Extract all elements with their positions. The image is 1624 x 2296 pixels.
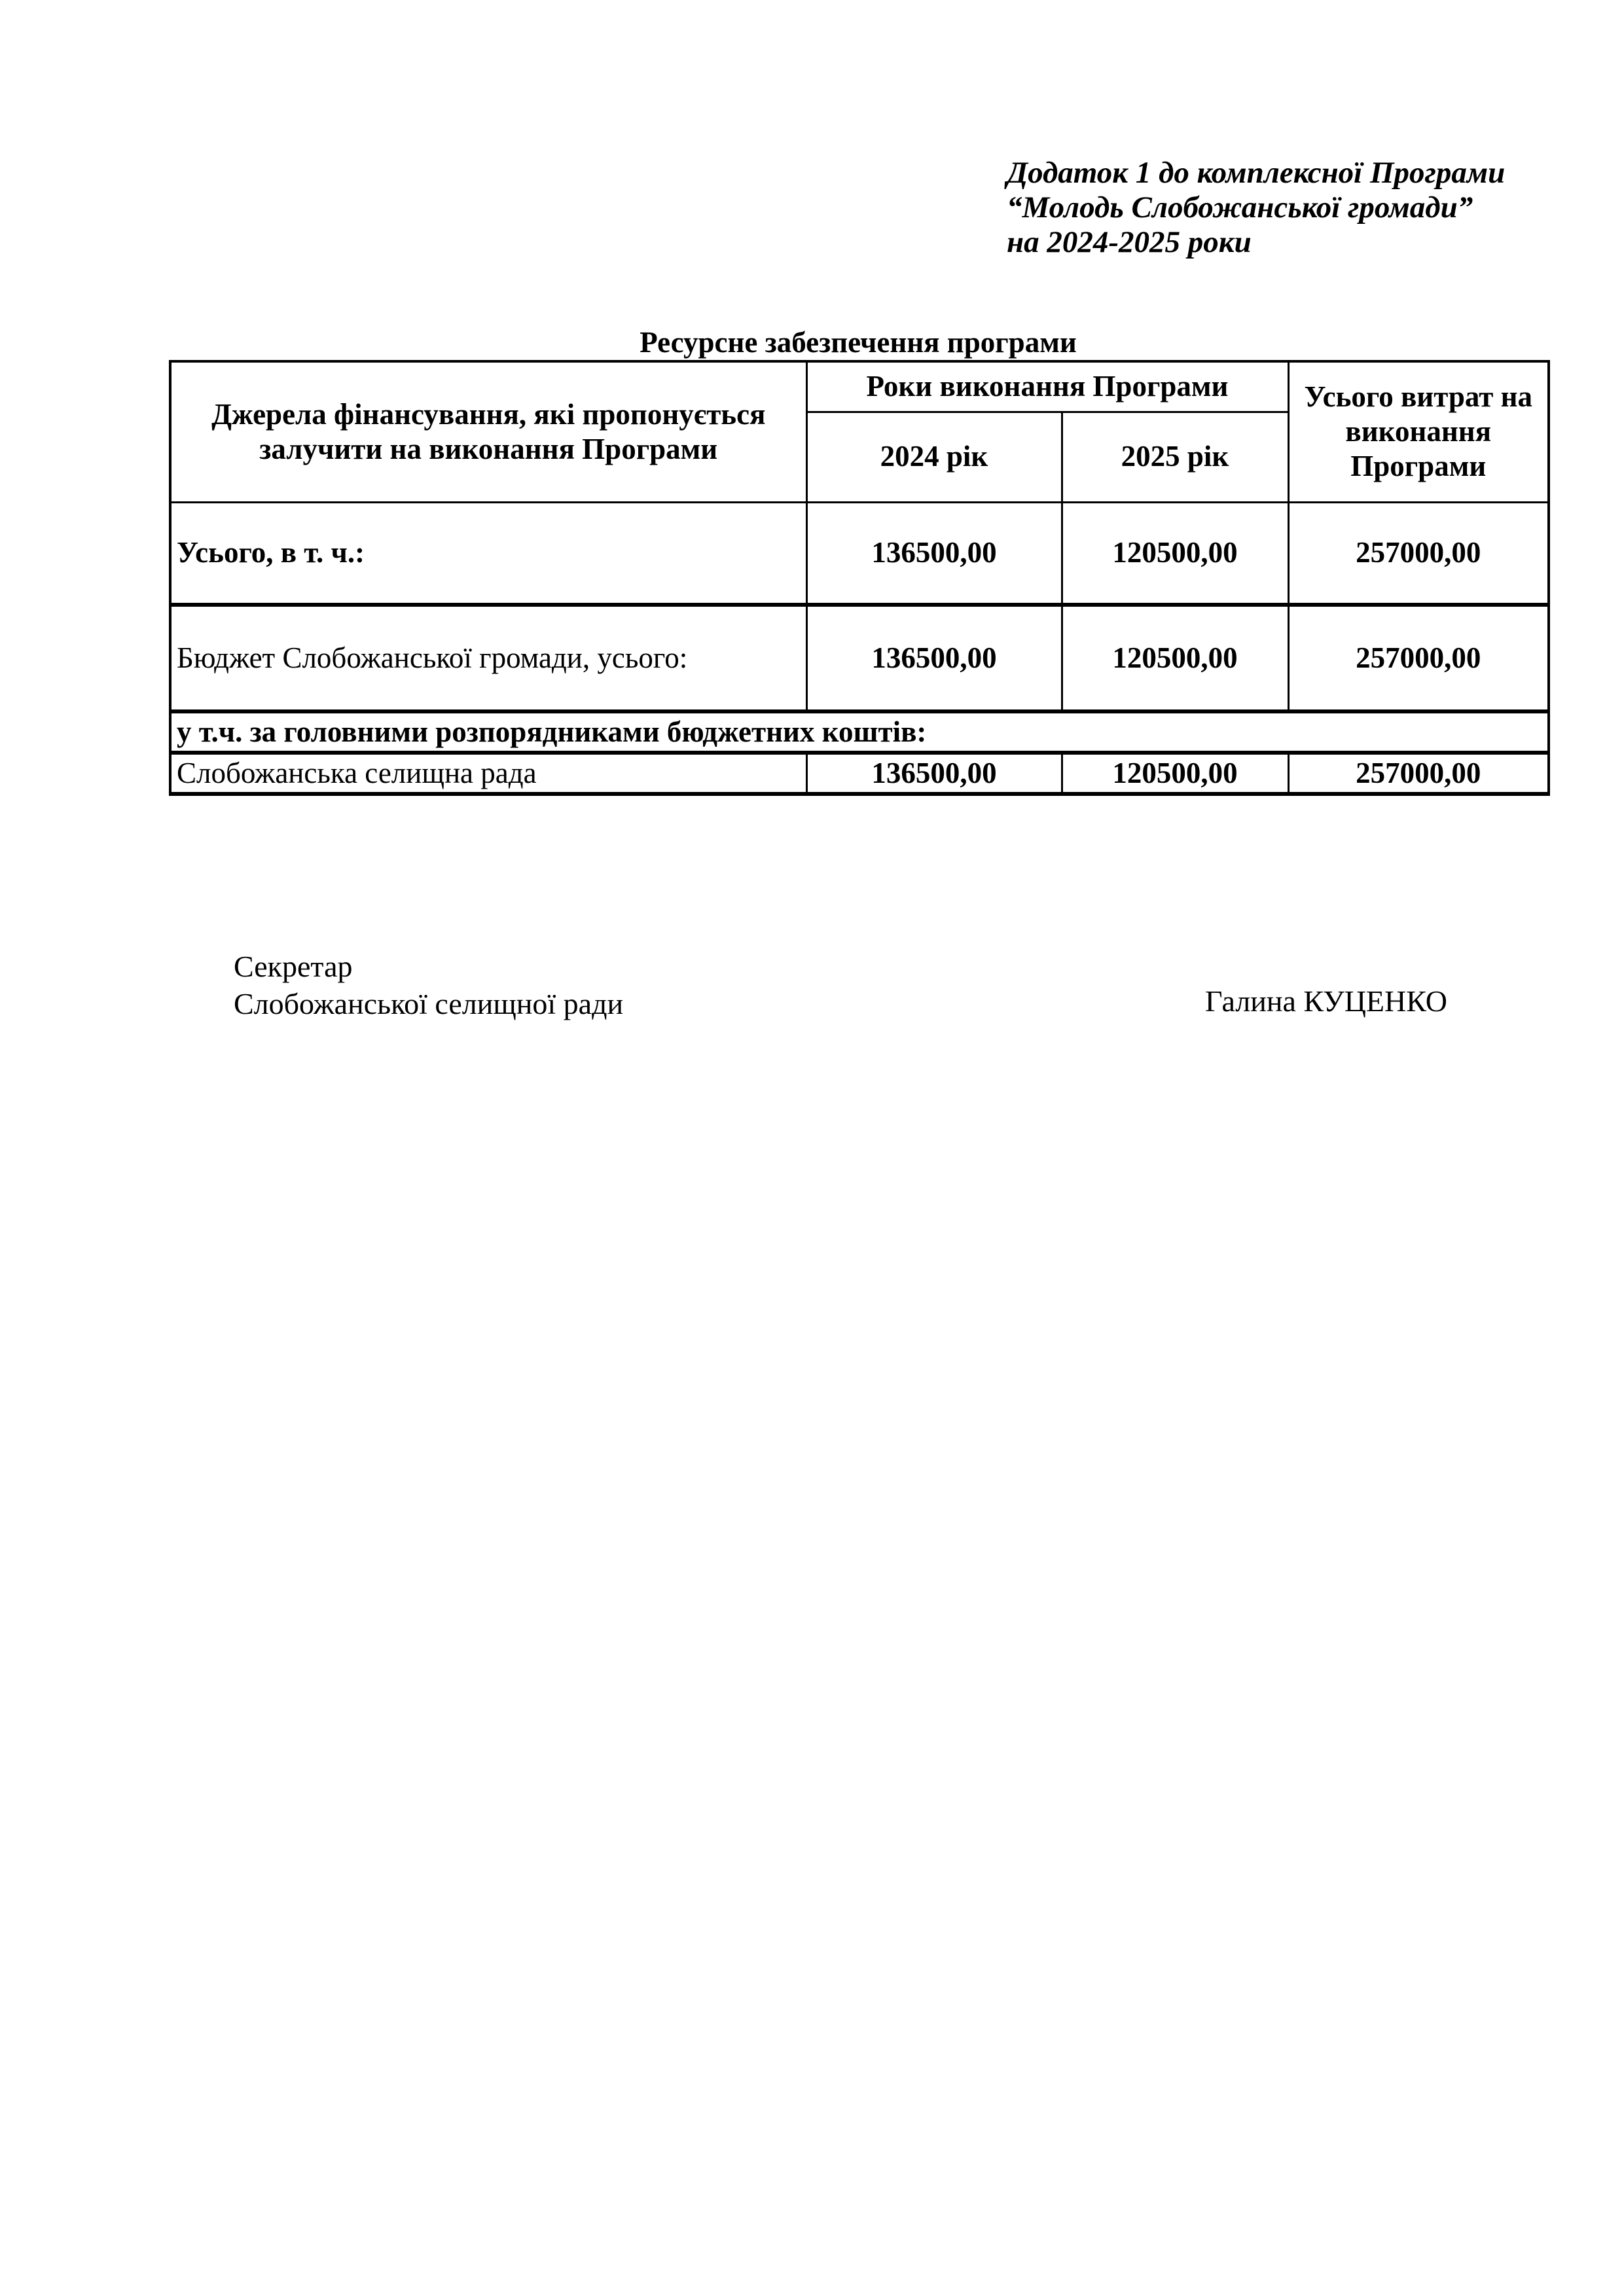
appendix-note-line-2: “Молодь Слобожанської громади” [1007,190,1473,224]
header-cell-funding-sources: Джерела фінансування, які пропонується залучити на виконання Програми [170,361,806,502]
header-cell-year-2024: 2024 рік [806,412,1062,502]
row-budget-label: Бюджет Слобожанської громади, усього: [170,605,806,711]
row-total-2025-value: 120500,00 [1062,502,1288,605]
signature-role-line-1: Секретар [234,950,353,983]
signature-name: Галина КУЦЕНКО [1205,984,1447,1018]
header-cell-years-group: Роки виконання Програми [806,361,1288,412]
appendix-note [1007,156,1505,260]
section-row-label: у т.ч. за головними розпорядниками бюджетних коштів: [170,711,1549,753]
appendix-note-line-3: на 2024-2025 роки [1007,225,1252,259]
row-council-sum-value: 257000,00 [1288,753,1549,794]
row-budget-sum-value: 257000,00 [1288,605,1549,711]
header-cell-total-expenses: Усього витрат на виконання Програми [1288,361,1549,502]
appendix-note-line-1: Додаток 1 до комплексної Програми [1007,156,1506,190]
row-budget-2025-value: 120500,00 [1062,605,1288,711]
table-row-community-budget [170,605,1549,711]
header-row-group [170,361,1549,412]
funding-table [169,360,1550,796]
signature-role [234,948,623,1022]
header-cell-year-2025: 2025 рік [1062,412,1288,502]
row-council-label: Слобожанська селищна рада [170,753,806,794]
table-row-section-header [170,711,1549,753]
row-budget-2024-value: 136500,00 [806,605,1062,711]
signature-role-line-2: Слобожанської селищної ради [234,987,624,1020]
table-row-total [170,502,1549,605]
table-row-settlement-council [170,753,1549,794]
row-council-2024-value: 136500,00 [806,753,1062,794]
row-total-label: Усього, в т. ч.: [170,502,806,605]
table-title: Ресурсне забезпечення програми [640,326,1077,359]
row-total-sum-value: 257000,00 [1288,502,1549,605]
row-total-2024-value: 136500,00 [806,502,1062,605]
row-council-2025-value: 120500,00 [1062,753,1288,794]
